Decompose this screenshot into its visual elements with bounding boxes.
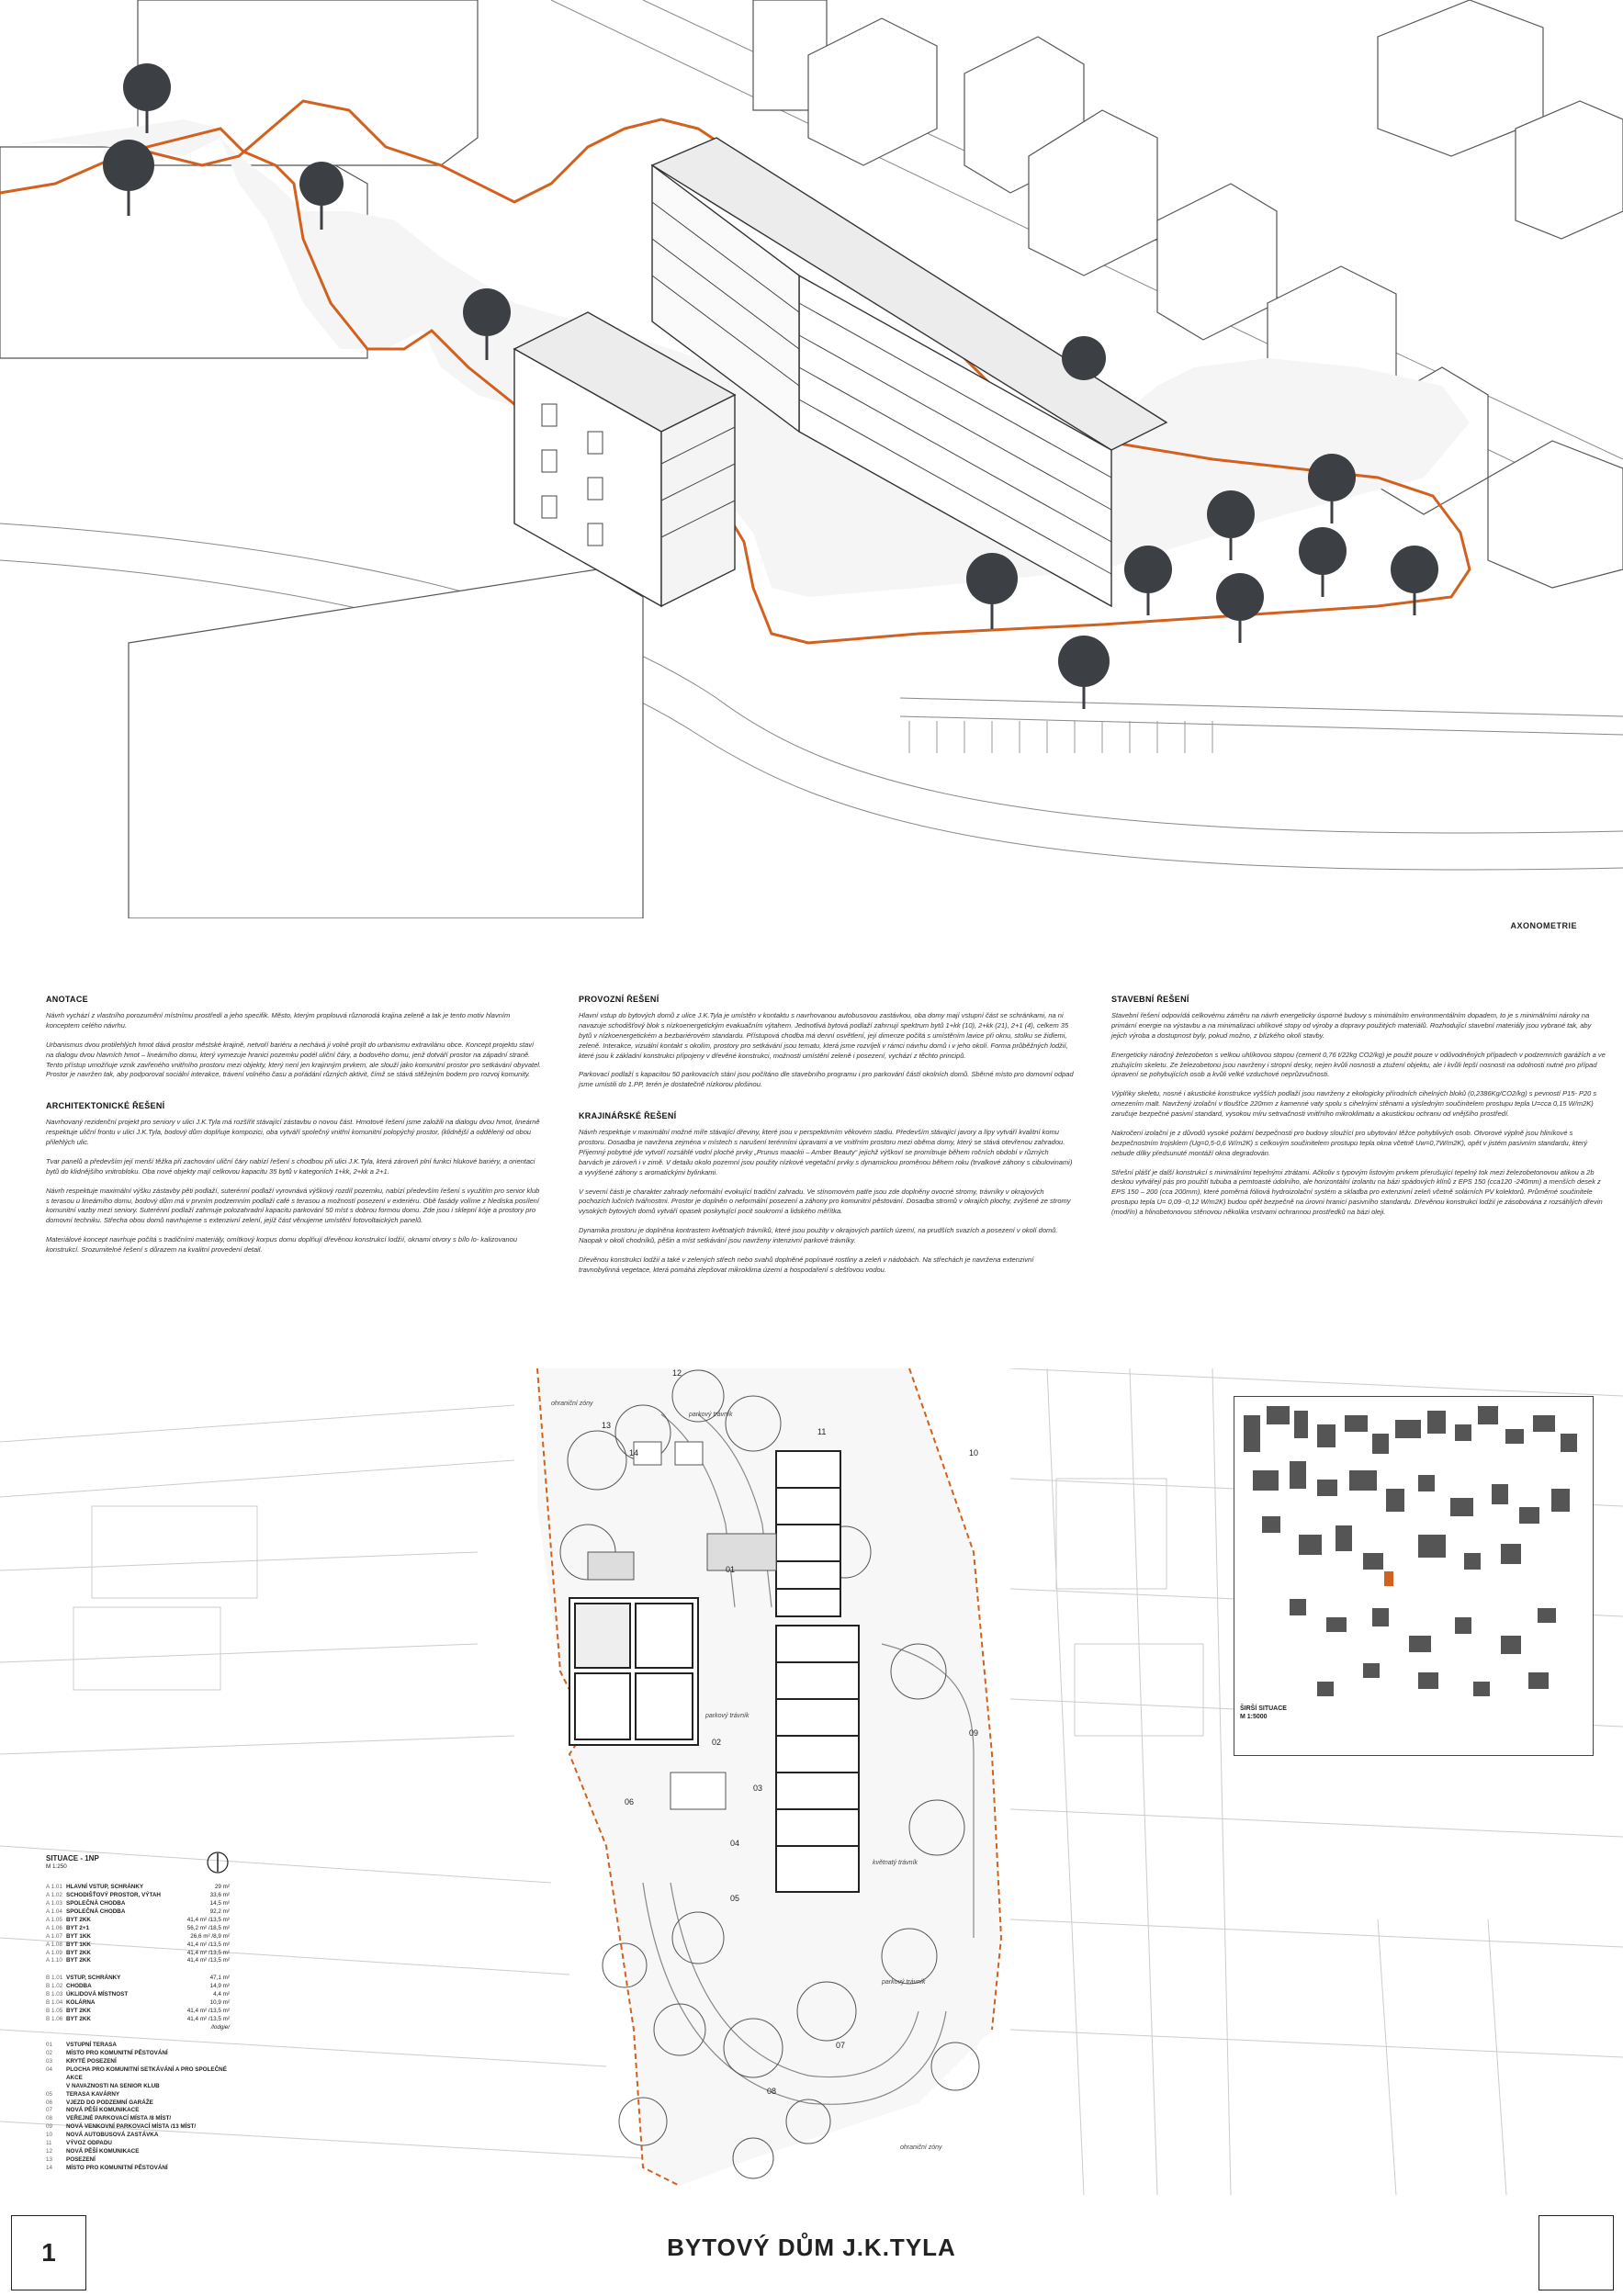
site-label-10: 10 — [969, 1448, 979, 1458]
legend-row — [46, 1933, 230, 1941]
legend-name: CHODBA — [66, 1983, 92, 1990]
page-title: BYTOVÝ DŮM J.K.TYLA — [667, 2234, 956, 2261]
legend-code: 13 — [46, 2156, 53, 2164]
site-label-06: 06 — [625, 1797, 635, 1806]
page-number: 1 — [11, 2215, 86, 2290]
corner-box — [1538, 2215, 1614, 2290]
legend-row — [46, 1884, 230, 1892]
legend-code — [46, 2083, 66, 2091]
paragraph: Nakročení izolační je z důvodů vysoké požární bezpečnosti pro budovy sloužící pro ubytování těžce pohyblivých osob. Otvorové výplně jsou hliníkové s bezpečnostním trojsklem (Ug=0,5-0,6 W/m2K) s celkovým součinitelem prostupu tepla okna včetně Uw=0,7W/m2K), opět v jistém pasivním standardu, který nebude dílky předsunuté montáží okna degradován. — [1111, 1128, 1588, 1157]
paragraph: Návrh vychází z vlastního porozumění místnímu prostředí a jeho specifik. Město, kterým proplouvá různorodá krajina zeleně a tak je tento motiv hlavním konceptem celého návrhu. — [46, 1011, 511, 1030]
legend-row — [46, 1900, 230, 1908]
section-architektonicke-reseni — [46, 1100, 542, 1255]
legend-name: SCHODIŠŤOVÝ PROSTOR, VÝTAH — [66, 1891, 161, 1898]
wider-situation-inset — [1234, 1396, 1594, 1756]
legend-name: KOLÁRNA — [66, 1999, 96, 2007]
legend-code: B 1.06 — [46, 2016, 63, 2023]
legend-code: B 1.01 — [46, 1975, 63, 1982]
legend-row — [46, 2123, 230, 2132]
site-label-14: 14 — [629, 1448, 639, 1458]
paragraph: Návrh respektuje maximální výšku zástavby pěti podlaží, suterénní podlaží vyrovnává výškový rozdíl pozemku, nabízí především řešení s využitím pro senior klub s terasou u lineárního domu, bodový dům má v prvním podzemním podlaží café s terasou a možností posezení v exteriéru. Obě fasády volíme z hlediska posílení komunitní vazby mezi seniory. Suterénní podlaží zahrnuje polozahradní kapacitu parkování 50 míst s dobrou formou domu. Zde jsou i sklepní kóje a prostory pro domovní techniku. Střecha obou domů navrhujeme s extenzivní zelení, jejíž část věnujeme umístění fotovoltaických panelů. — [46, 1186, 540, 1225]
legend-row — [46, 1892, 230, 1900]
legend-name: POSEZENÍ — [66, 2156, 96, 2164]
section-heading: ARCHITEKTONICKÉ ŘEŠENÍ — [46, 1101, 165, 1111]
inset-caption — [1240, 1705, 1287, 1721]
site-label-01: 01 — [726, 1565, 736, 1574]
legend-area: 92,2 m² — [209, 1908, 230, 1915]
site-label-09: 09 — [969, 1728, 979, 1738]
legend-row — [46, 2165, 230, 2173]
legend-name: TERASA KAVÁRNY — [66, 2090, 120, 2098]
legend-area: 29 m² — [214, 1884, 230, 1890]
legend-code: A 1.04 — [46, 1908, 62, 1915]
paragraph: Střešní plášť je další konstrukcí s minimálními tepelnými ztrátami. Ačkoliv s typovým listovým prvkem přerušující tepelný tok mezi železobetonovou atikou a 2b deskou vytvářejí pás pro použití tububa a pemtoasté údolního, ale horizontální izolantu na bázi spádových klínů z EPS 150 (cca120 -240mm) a menších desek z EPS 150 – 200 (cca 200mm), které poměrná fóliová hydroizolační systém a skladba pro extenzivní zeleň včetně solárních PV kolektorů. Průměrné součinitele prostupu tepla U= 0,09 -0,12 W/m2K) budou opět bezpečně na úrovni hranicí pasivního standardu. Dřevěnou konstrukci lodžií je zásobována z rozsáhlých dřevin (modřín) a hlinobetonovou stěnovou několika vrstvami ochrannou prostředků na bázi oleji. — [1111, 1167, 1603, 1217]
legend-name: BYT 2KK — [66, 1957, 91, 1964]
section-heading: ANOTACE — [46, 995, 88, 1004]
legend-area: 14,5 m² — [209, 1899, 230, 1907]
legend-name: BYT 2KK — [66, 2016, 91, 2023]
legend-area: 47,1 m² — [209, 1975, 230, 1982]
section-provozni-reseni — [579, 994, 1075, 1090]
legend-code: A 1.09 — [46, 1949, 62, 1956]
legend-area: 33,6 m² — [209, 1891, 230, 1898]
svg-text:parkový trávník: parkový trávník — [705, 1713, 750, 1719]
paragraph: Tvar panelů a především její menší těžka při zachování uliční čáry nabízí řešení s chodbou při ulici J.K.Tyla, která zároveň plní funkci hlukové bariéry, a orientaci bytů do klidnějšího vnitrobloku. Oba nové objekty mají celkovou kapacitu 35 bytů v kategoriích 1+kk, 2+kk a 2+1. — [46, 1156, 535, 1176]
legend-row — [46, 2050, 230, 2058]
legend-area: 10,9 m² — [209, 1999, 230, 2007]
legend-code: A 1.06 — [46, 1924, 62, 1931]
legend-area: 41,4 m² /13,5 m² — [186, 1957, 230, 1964]
paragraph: Dynamika prostoru je doplněna kontrastem květnatých trávníků, které jsou použity v okrajových partiích území, na prudších svazích a posezení v okolí domů. Naopak v okolí chodníků, pěšin a míst setkávání jsou navrženy intenzivní parkové trávníky. — [579, 1226, 1058, 1245]
svg-text:parkový trávník: parkový trávník — [882, 1979, 926, 1986]
legend-area: 14,9 m² — [209, 1983, 230, 1990]
legend-name: PLOCHA PRO KOMUNITNÍ SETKÁVÁNÍ A PRO SPOLEČNÉ AKCE — [66, 2065, 227, 2081]
legend-code: 02 — [46, 2049, 53, 2056]
legend-name: BYT 2+1 — [66, 1924, 90, 1931]
wider-situation-map — [1234, 1397, 1593, 1755]
legend-code: 05 — [46, 2090, 53, 2098]
section-heading: STAVEBNÍ ŘEŠENÍ — [1111, 995, 1189, 1004]
legend-code: A 1.08 — [46, 1941, 62, 1948]
legend-name: SPOLEČNÁ CHODBA — [66, 1908, 126, 1915]
legend-code: B 1.03 — [46, 1991, 63, 1998]
legend-name: BYT 2KK — [66, 1949, 91, 1956]
site-label-04: 04 — [730, 1839, 740, 1848]
legend-row — [46, 1957, 230, 1965]
legend-group-c — [46, 2042, 230, 2173]
inset-scale: M 1:5000 — [1240, 1714, 1268, 1721]
legend-code: 10 — [46, 2132, 53, 2139]
legend-code: A 1.01 — [46, 1884, 62, 1890]
legend-name: BYT 1KK — [66, 1932, 91, 1940]
legend-row — [46, 2008, 230, 2016]
axonometry-drawing — [0, 0, 1623, 918]
legend-code: B 1.04 — [46, 1999, 63, 2007]
paragraph: Parkovací podlaží s kapacitou 50 parkovacích stání jsou počítáno dle stavebního programu i pro parkování částí okolních domů. Sběrné místo pro domovní odpad jsme umístili do 1.PP, terén je dostatečně nízkorou plošinou. — [579, 1070, 1074, 1089]
legend-name: VJEZD DO PODZEMNÍ GARÁŽE — [66, 2099, 153, 2106]
legend-row — [46, 1983, 230, 1991]
legend-code: 06 — [46, 2099, 53, 2106]
section-heading: PROVOZNÍ ŘEŠENÍ — [579, 995, 659, 1004]
paragraph: Výplňky skeletu, nosné i akustické konstrukce vyšších podlaží jsou navrženy z ekologicky přírodních cihelných bloků (0,2386Kg/CO2/kg) s pevností P15- P20 s omezením malt. Navržený izolační v tloušťce 220mm z kamenné vaty spolu s cihelnými stěnami a výsledným součinitelem prostupu tepla U=cca 0,15 W/m2K) zaručuje bezpečné pasivní standard, vysokou míru setrvačnosti vnitřního mikroklimatu a akustickou ochranu od vnějšího prostředí. — [1111, 1089, 1597, 1119]
section-anotace — [46, 994, 542, 1080]
site-label-02: 02 — [712, 1738, 722, 1747]
legend-code: 14 — [46, 2165, 53, 2171]
svg-text:ohraniční zóny: ohraniční zóny — [900, 2144, 942, 2151]
legend-group-b — [46, 1975, 230, 2024]
legend-lodgie-note: /lodgie/ — [210, 2024, 230, 2031]
legend-row — [46, 1908, 230, 1917]
legend-area: 26,6 m² /8,9 m² — [190, 1932, 230, 1940]
legend-name: NOVÁ AUTOBUSOVÁ ZASTÁVKA — [66, 2132, 159, 2139]
site-label-11: 11 — [817, 1427, 827, 1436]
legend-code: 11 — [46, 2140, 52, 2147]
legend-row — [46, 2016, 230, 2024]
site-label-07: 07 — [836, 2041, 846, 2050]
legend-name: HLAVNÍ VSTUP, SCHRÁNKY — [66, 1884, 144, 1890]
text-column-3 — [1111, 994, 1607, 1238]
legend-code: B 1.02 — [46, 1983, 63, 1990]
legend-row — [46, 2083, 230, 2091]
legend-name: NOVÁ PĚŠÍ KOMUNIKACE — [66, 2107, 140, 2114]
text-column-2 — [579, 994, 1075, 1296]
paragraph: Navrhovaný rezidenční projekt pro seniory v ulici J.K.Tyla má rozšířit stávající zástavbu o novou část. Hmotové řešení jsme založili na dialogu dvou hmot, lineárně respektuje uliční frontu v ulici J.K.Tyla, bodový dům doplňuje kompozici, oba vytváří společný vnitřní komunitní polopýchý prostor, (klidnější a oddělený od obou přilehlých ulic. — [46, 1118, 540, 1147]
legend-code: 12 — [46, 2148, 53, 2155]
north-arrow-icon — [206, 1851, 230, 1874]
site-label-13: 13 — [602, 1421, 612, 1430]
legend-row — [46, 2091, 230, 2099]
legend-area: 41,4 m² /13,5 m² — [186, 1949, 230, 1956]
paragraph: Hlavní vstup do bytových domů z ulice J.K.Tyla je umístěn v kontaktu s navrhovanou autobusovou zastávkou, oba domy mají vstupní část se schránkami, na ni navazuje schodišťový blok s nízkoenergetickým evakuačním výtahem. Jednotlivá bytová podlaží zahrnují spektrum bytů 1+kk (10), 2+kk (21), 2+1 (4), celkem 35 bytů v nízkoenergetickém a bezbariérovém standardu. Přístupová chodba má denní osvětlení, její dimenze počítá s umístěním lavice při oknu, stolku se židlemi, zeleně. Interakce, vizuální kontakt s okolím, prostory pro setkávání jsou tematu, která jsme rozvíjeli v rámci návrhu domů i v jeho okolí. Forma průběžných lodžií, které jsou k základní konstrukci připojeny v dřevěné konstrukci, možnosti umístění zeleně i posezení, vychází z těchto principů. — [579, 1011, 1069, 1060]
legend-row — [46, 1975, 230, 1983]
site-plan-legend — [46, 1851, 230, 2173]
legend-code: 04 — [46, 2065, 53, 2073]
legend-name: VÝVOZ ODPADU — [66, 2140, 112, 2147]
site-label-03: 03 — [753, 1784, 763, 1793]
legend-area: 41,4 m² /13,5 m² — [186, 2016, 230, 2023]
legend-row — [46, 1925, 230, 1933]
paragraph: Materiálové koncept navrhuje počítá s tradičními materiály, omítkový korpus domu doplňují dřevěnou konstrukcí lodžií, oknami otvory s bílo lo- kalizovanou konstrukcí. Srozumitelné řešení s důrazem na kvalitní provedení detail. — [46, 1235, 518, 1255]
legend-name: BYT 2KK — [66, 1916, 91, 1923]
legend-name: BYT 1KK — [66, 1941, 91, 1948]
legend-row — [46, 2042, 230, 2050]
legend-code: A 1.02 — [46, 1891, 62, 1898]
legend-code: B 1.05 — [46, 2008, 63, 2015]
legend-code: 03 — [46, 2057, 53, 2065]
legend-row — [46, 1950, 230, 1958]
legend-code: A 1.05 — [46, 1916, 62, 1923]
legend-code: A 1.10 — [46, 1957, 62, 1964]
legend-scale: M 1:250 — [46, 1863, 67, 1871]
legend-area: 56,2 m² /18,5 m² — [186, 1924, 230, 1931]
section-krajinarske-reseni — [579, 1110, 1075, 1276]
paragraph: Návrh respektuje v maximální možné míře stávající dřeviny, které jsou v perspektivním věkovém stadiu. Především stávající javory a lípy vytváří kvalitní komu prostoru. Dosadba je navržena zejména v místech s narušení terénními úpravami a ve vnitřním prostoru mezi oběma domy, který se stává otevřenou zahradou. Přijemný pobytné jde vytvoří rozsáhlé vodní ploché prvky „Prunus maackii – Amber Beauty“ jejichž výškoví se promítnuje během ročních období v různých barvách je zároveň i v zimě. V detailu okolo pozemní jsou použity nízkové vegetační prvky s dynamickou proměnou během roku (trvalkové záhony s cibulovinami) a vyvýšené záhony s aromatickými bylinkami. — [579, 1128, 1073, 1176]
legend-name: VSTUP, SCHRÁNKY — [66, 1975, 121, 1982]
legend-code: 08 — [46, 2115, 53, 2122]
paragraph: Stavební řešení odpovídá celkovému záměru na návrh energeticky úsporné budovy s minimálním environmentálním dopadem, to je s minimálními nároky na primární energie na výstavbu a na minimalizaci uhlíkové stopy od výroby a dopravy použitých materiálů. Rozhodující stavební materiály jsou vybrané tak, aby jejich výroba a dostupnost byly, pokud možno, z blízkého okolí stavby. — [1111, 1011, 1592, 1040]
legend-code: 07 — [46, 2107, 53, 2114]
legend-row — [46, 2115, 230, 2123]
legend-row — [46, 1999, 230, 2008]
svg-text:parkový trávník: parkový trávník — [689, 1412, 733, 1418]
legend-row — [46, 2058, 230, 2066]
legend-name: VSTUPNÍ TERASA — [66, 2041, 117, 2048]
legend-name: NOVÁ VENKOVNÍ PARKOVACÍ MÍSTA /13 MÍST/ — [66, 2123, 197, 2131]
legend-code: 09 — [46, 2123, 53, 2131]
legend-name: SPOLEČNÁ CHODBA — [66, 1899, 126, 1907]
legend-name: MÍSTO PRO KOMUNITNÍ PĚSTOVÁNÍ — [66, 2049, 168, 2056]
svg-text:květnatý trávník: květnatý trávník — [873, 1860, 919, 1866]
text-column-1 — [46, 994, 542, 1276]
legend-code: A 1.07 — [46, 1932, 62, 1940]
legend-row — [46, 1917, 230, 1925]
paragraph: Energeticky náročný železobeton s velkou uhlíkovou stopou (cement 0,76 t/22kg CO2/kg) je použit pouze v odůvodněných případech v podzemních garážích a ve ztužujícím skeletu. Ze železobetonu jsou navrženy i stropní desky, nejen kvůli nosnosti a ztužení objektu, ale i kvůli lepší nosnosti na odolnosti nutné pro případ úpravení se pohybujících osob a kvůli velké vzduchové neprůzvučnosti. — [1111, 1050, 1606, 1079]
legend-group-a — [46, 1884, 230, 1965]
legend-name: MÍSTO PRO KOMUNITNÍ PĚSTOVÁNÍ — [66, 2165, 168, 2171]
section-heading: KRAJINÁŘSKÉ ŘEŠENÍ — [579, 1111, 677, 1121]
legend-row — [46, 2066, 230, 2083]
site-label-05: 05 — [730, 1894, 740, 1903]
site-label-12: 12 — [672, 1368, 682, 1378]
legend-row — [46, 1991, 230, 1999]
legend-name: BYT 2KK — [66, 2008, 91, 2015]
legend-row — [46, 2140, 230, 2148]
legend-row — [46, 2148, 230, 2156]
legend-row — [46, 2156, 230, 2165]
legend-name: V NAVAZNOSTI NA SENIOR KLUB — [66, 2082, 160, 2089]
section-stavebni-reseni — [1111, 994, 1607, 1218]
legend-header — [46, 1851, 230, 1874]
legend-code: 01 — [46, 2041, 53, 2048]
legend-area: 4,4 m² — [213, 1991, 230, 1998]
legend-title: SITUACE - 1NP — [46, 1853, 99, 1863]
site-label-08: 08 — [767, 2087, 777, 2096]
legend-name: ÚKLIDOVÁ MÍSTNOST — [66, 1991, 129, 1998]
legend-name: NOVÁ PĚŠÍ KOMUNIKACE — [66, 2148, 140, 2155]
svg-text:ohraniční zóny: ohraniční zóny — [551, 1401, 593, 1407]
legend-area: 41,4 m² /13,5 m² — [186, 1916, 230, 1923]
inset-title: ŠIRŠÍ SITUACE — [1240, 1705, 1287, 1712]
legend-row — [46, 1941, 230, 1950]
paragraph: Urbanismus dvou protilehlých hmot dává prostor městské krajině, netvoří bariéru a nechává ji volně projít do urbanismu extravilánu obce. Koncept projektu staví na dialogu dvou hlavních hmot – lineárního domu, který vymezuje hranici pozemku podél uliční čáry, a bodového domu, jenž dotváří prostor na západní straně. Tento přístup umožňuje vznik zavřeného vnitřního prostoru mezi objekty, který není jen krajinným prvkem, ale slouží jako komunitní prostor pro setkávání obyvatel. Prostor je navržen tak, aby podporoval sociální interakce, trávení volného času a pořádání různých aktivit, čímž se stává stěžejním bodem pro rozvoj komunity. — [46, 1040, 542, 1079]
legend-area: 41,4 m² /13,5 m² — [186, 2008, 230, 2015]
paragraph: V severní části je charakter zahrady neformální evokující tradiční zahradu. Ve stínomovém patře jsou zde doplněny ovocné stromy, trávníky v okrajových pochozích lučních tvářnostmi. Prostor je doplněn o neformální posezení a záhony pro komunitní pěstování. Dosadba stromů v okrajích plochy, zvýšené ze stromy vysokých bytových domů vytváří opasek poskytující pocit soukromí a lidského měřítka. — [579, 1187, 1071, 1216]
axonometry-label: AXONOMETRIE — [1510, 921, 1577, 930]
legend-code: A 1.03 — [46, 1899, 62, 1907]
legend-area: 41,4 m² /13,5 m² — [186, 1941, 230, 1948]
legend-name: VEŘEJNÉ PARKOVACÍ MÍSTA /8 MÍST/ — [66, 2115, 172, 2122]
paragraph: Dřevěnou konstrukci lodžií a také v zelených střech nebo svahů doplněné popínavé rostliny a zeleň v nádobách. Na střechách je navržena extenzivní travnobylinná vegetace, která pomáhá zlepšovat mikroklima území a hospodaření s dešťovou vodou. — [579, 1255, 1034, 1274]
legend-row — [46, 2132, 230, 2140]
legend-name: KRYTÉ POSEZENÍ — [66, 2057, 117, 2065]
